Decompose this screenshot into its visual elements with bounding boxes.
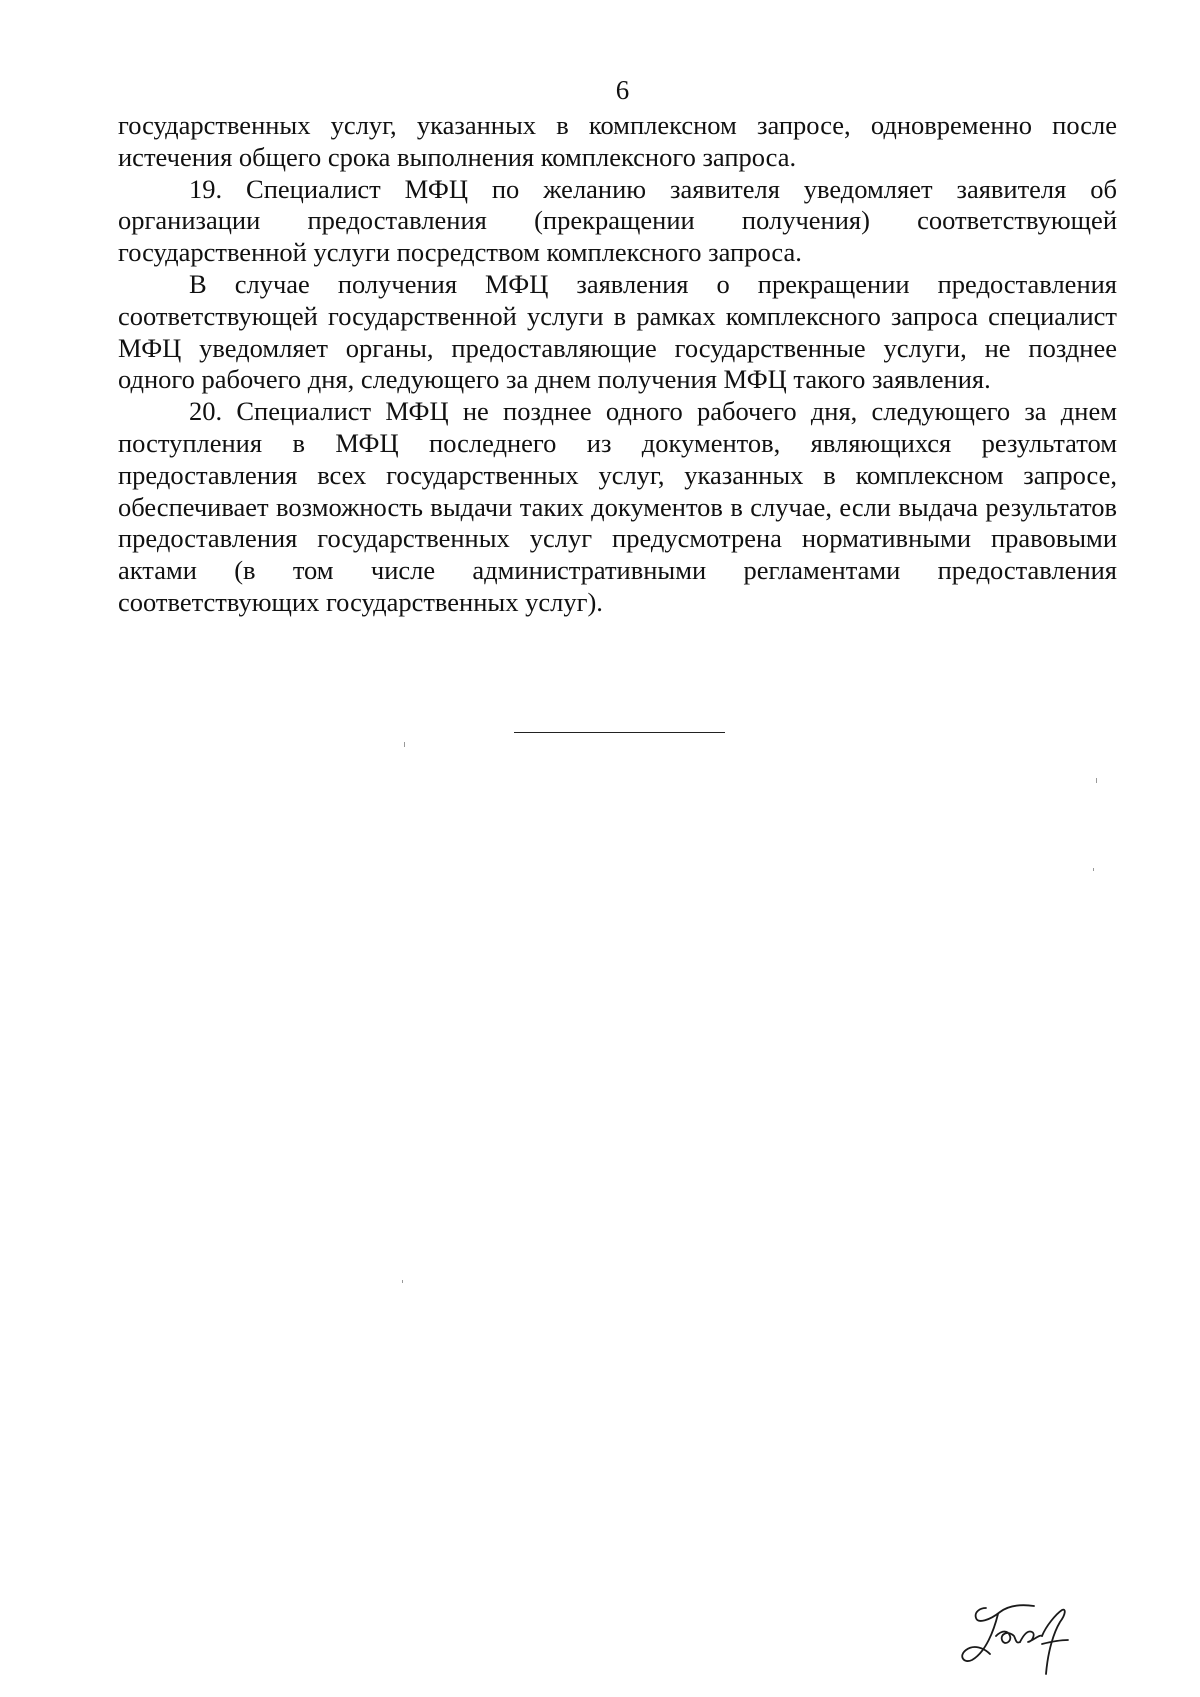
- paragraph-19: 19. Специалист МФЦ по желанию заявителя уведомляет заявителя об организации предоставления (прекращении получения) соответствующей государственной услуги посредством комплексного запроса.: [118, 173, 1117, 268]
- scan-speck: [404, 742, 405, 747]
- document-body: [118, 110, 1117, 619]
- scan-speck: [1093, 868, 1094, 871]
- paragraph-20: 20. Специалист МФЦ не позднее одного рабочего дня, следующего за днем поступления в МФЦ последнего из документов, являющихся результатом предоставления всех государственных услуг, указанных в комплексном запросе, обеспечивает возможность выдачи таких документов в случае, если выдача результатов предоставления государственных услуг предусмотрена нормативными правовыми актами (в том числе административными регламентами предоставления соответствующих государственных услуг).: [118, 396, 1117, 617]
- paragraph-continuation: государственных услуг, указанных в комплексном запросе, одновременно после истечения общего срока выполнения комплексного запроса.: [118, 110, 1117, 172]
- scan-speck: [402, 1280, 403, 1283]
- scan-speck: [1096, 778, 1097, 783]
- end-of-text-rule: [514, 732, 725, 733]
- paragraph-termination-case: В случае получения МФЦ заявления о прекращении предоставления соответствующей государственной услуги в рамках комплексного запроса специалист МФЦ уведомляет органы, предоставляющие государственные услуги, не позднее одного рабочего дня, следующего за днем получения МФЦ такого заявления.: [118, 268, 1117, 395]
- page-number: 6: [615, 75, 630, 105]
- handwritten-signature: [950, 1590, 1090, 1680]
